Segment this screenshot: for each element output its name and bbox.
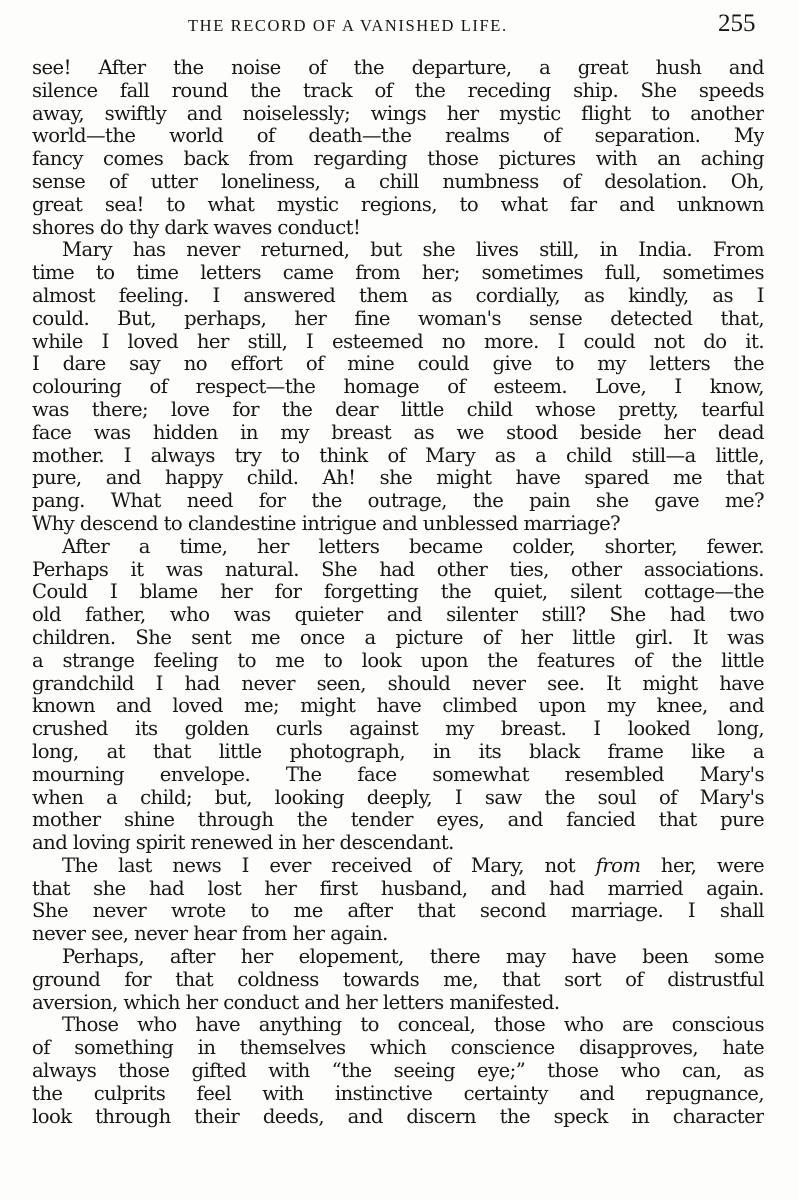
text-line-content: a strange feeling to me to look upon the features of the little [32, 649, 764, 672]
text-line [32, 1083, 764, 1106]
text-line-content: when a child; but, looking deeply, I saw the soul of Mary's [32, 786, 764, 809]
text-line-content: crushed its golden curls against my breast. I looked long, [32, 718, 764, 741]
text-line-content: old father, who was quieter and silenter still? She had two [32, 604, 764, 627]
text-line [32, 376, 764, 399]
text-line-content: face was hidden in my breast as we stood beside her dead [32, 421, 764, 444]
text-line-content: Could I blame her for forgetting the quiet, silent cottage—the [32, 581, 764, 604]
text-line [32, 331, 764, 354]
text-line-content: the culprits feel with instinctive certainty and repugnance, [32, 1082, 764, 1105]
text-line-content: great sea! to what mystic regions, to what far and unknown [32, 193, 764, 216]
text-line [32, 148, 764, 171]
text-line [32, 171, 764, 194]
text-line-content: while I loved her still, I esteemed no more. I could not do it. [32, 330, 764, 353]
text-line-content: Those who have anything to conceal, those who are conscious [62, 1014, 764, 1037]
text-line [32, 285, 764, 308]
text-line [32, 57, 764, 80]
text-line [32, 604, 764, 627]
text-line-content: sense of utter loneliness, a chill numbness of desolation. Oh, [32, 170, 764, 193]
text-line [32, 422, 764, 445]
text-line-content: never see, never hear from her again. [32, 923, 388, 946]
text-line [32, 217, 764, 240]
text-line-content: Perhaps it was natural. She had other ties, other associations. [32, 558, 764, 581]
text-line [32, 239, 764, 262]
text-line [32, 627, 764, 650]
text-line [32, 946, 764, 969]
text-line-content: mother. I always try to think of Mary as a child still—a little, [32, 444, 764, 467]
text-line [32, 194, 764, 217]
text-line-content: Why descend to clandestine intrigue and unblessed marriage? [32, 512, 621, 535]
text-line-content: always those gifted with “the seeing eye;” those who can, as [32, 1060, 764, 1083]
text-line [32, 832, 764, 855]
text-line-content: world—the world of death—the realms of separation. My [32, 125, 764, 148]
text-line-content: I dare say no effort of mine could give to my letters the [32, 353, 764, 376]
text-line [32, 125, 764, 148]
text-line [32, 308, 764, 331]
running-title: THE RECORD OF A VANISHED LIFE. [188, 16, 508, 35]
page-number: 255 [718, 10, 756, 37]
text-line [32, 262, 764, 285]
emphasized-word: from [595, 854, 641, 877]
text-line [32, 80, 764, 103]
text-line-content: pure, and happy child. Ah! she might have spared me that [32, 467, 764, 490]
text-line-content: away, swiftly and noiselessly; wings her mystic flight to another [32, 102, 764, 125]
text-line-content: was there; love for the dear little child whose pretty, tearful [32, 398, 764, 421]
text-line-content: ground for that coldness towards me, that sort of distrustful [32, 968, 764, 991]
body-text [32, 57, 764, 1128]
text-line-tail: her, were [640, 854, 764, 877]
text-line-content: colouring of respect—the homage of esteem. Love, I know, [32, 376, 764, 399]
text-line [32, 650, 764, 673]
text-line-content: grandchild I had never seen, should never see. It might have [32, 672, 764, 695]
text-line-content: shores do thy dark waves conduct! [32, 216, 361, 239]
text-line [32, 923, 764, 946]
text-line-content: of something in themselves which conscience disapproves, hate [32, 1037, 764, 1060]
text-line [32, 536, 764, 559]
text-line [32, 718, 764, 741]
text-line-content: Mary has never returned, but she lives still, in India. From [62, 239, 764, 262]
text-line-content: mother shine through the tender eyes, and fancied that pure [32, 809, 764, 832]
text-line-content: aversion, which her conduct and her letters manifested. [32, 991, 560, 1014]
text-line [32, 399, 764, 422]
text-line [32, 695, 764, 718]
text-line [32, 787, 764, 810]
text-line [32, 467, 764, 490]
text-line [32, 103, 764, 126]
text-line-content: could. But, perhaps, her fine woman's sense detected that, [32, 307, 764, 330]
text-line [32, 513, 764, 536]
text-line-content: She never wrote to me after that second marriage. I shall [32, 900, 764, 923]
text-line [32, 1014, 764, 1037]
text-line-content: almost feeling. I answered them as cordially, as kindly, as I [32, 284, 764, 307]
text-line-content: see! After the noise of the departure, a great hush and [32, 57, 764, 79]
text-line [32, 559, 764, 582]
text-line-content: long, at that little photograph, in its black frame like a [32, 740, 764, 763]
text-line [32, 1060, 764, 1083]
text-line-content: silence fall round the track of the receding ship. She speeds [32, 79, 764, 102]
text-line [32, 1106, 764, 1129]
text-line [32, 741, 764, 764]
text-line [32, 1037, 764, 1060]
text-line-content: look through their deeds, and discern the speck in character [32, 1105, 764, 1128]
text-line [32, 992, 764, 1015]
text-line [32, 809, 764, 832]
text-line-content: Perhaps, after her elopement, there may have been some [62, 946, 764, 969]
text-line-content: time to time letters came from her; sometimes full, sometimes [32, 262, 764, 285]
text-line [32, 878, 764, 901]
text-line [32, 673, 764, 696]
text-line [32, 445, 764, 468]
text-line-content: and loving spirit renewed in her descendant. [32, 832, 454, 855]
text-line-content: children. She sent me once a picture of her little girl. It was [32, 626, 764, 649]
text-line [32, 353, 764, 376]
text-line-content: that she had lost her first husband, and had married again. [32, 877, 764, 900]
text-line-content: mourning envelope. The face somewhat resembled Mary's [32, 763, 764, 786]
text-line-content: After a time, her letters became colder, shorter, fewer. [62, 535, 764, 558]
text-line [32, 490, 764, 513]
text-line-content: fancy comes back from regarding those pictures with an aching [32, 148, 764, 171]
text-line [32, 855, 764, 878]
text-line-content: The last news I ever received of Mary, not [62, 854, 596, 877]
text-line-content: pang. What need for the outrage, the pain she gave me? [32, 490, 764, 513]
text-line [32, 581, 764, 604]
text-line [32, 900, 764, 923]
text-line [32, 969, 764, 992]
page-header [0, 2, 799, 42]
text-line [32, 764, 764, 787]
text-line-content: known and loved me; might have climbed upon my knee, and [32, 695, 764, 718]
